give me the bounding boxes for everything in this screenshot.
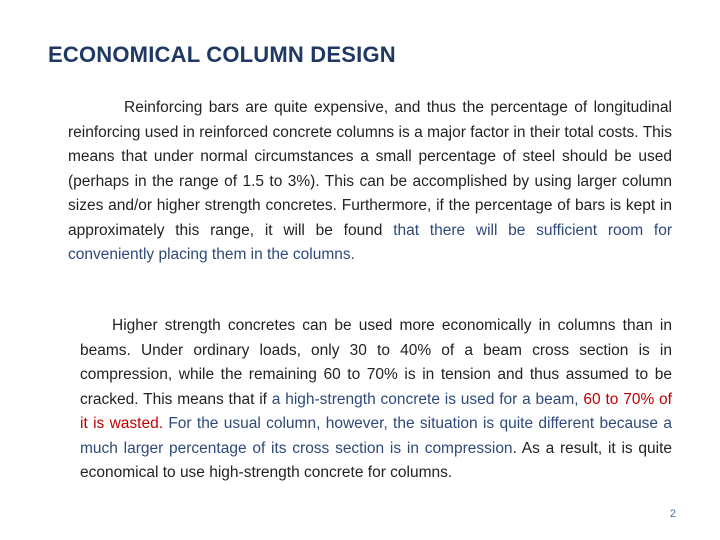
paragraph-text-highlight: that there will be sufficient room for conveniently placing them in the columns. <box>68 221 672 263</box>
paragraph-text-wasted: 60 to 70% of it is wasted. <box>80 390 672 432</box>
paragraph-high-strength-concrete <box>80 314 672 486</box>
slide-title: ECONOMICAL COLUMN DESIGN <box>48 42 396 67</box>
paragraph-text: . As a result, it is quite economical to use high-strength concrete for columns. <box>80 439 672 481</box>
paragraph-text: Higher strength concretes can be used more economically in columns than in beams. Under ordinary loads, only 30 to 40% of a beam cross section is in compression, while the remaining 60 to 70% is in tension and thus assumed to be cracked. This means that if <box>80 317 672 408</box>
paragraph-text-highlight: For the usual column, however, the situation is quite different because a much larger percentage of its cross section is in compression <box>80 415 672 457</box>
paragraph-text-highlight: a high-strength concrete is used for a beam, <box>271 390 584 408</box>
paragraph-text: Reinforcing bars are quite expensive, and thus the percentage of longitudinal reinforcing used in reinforced concrete columns is a major factor in their total costs. This means that under normal circumstances a small percentage of steel should be used (perhaps in the range of 1.5 to 3%). This can be accomplished by using larger column sizes and/or higher strength concretes. Furthermore, if the percentage of bars is kept in approximately this range, it will be found <box>68 99 672 239</box>
page-number: 2 <box>669 508 676 520</box>
paragraph-reinforcing-cost <box>68 96 672 268</box>
